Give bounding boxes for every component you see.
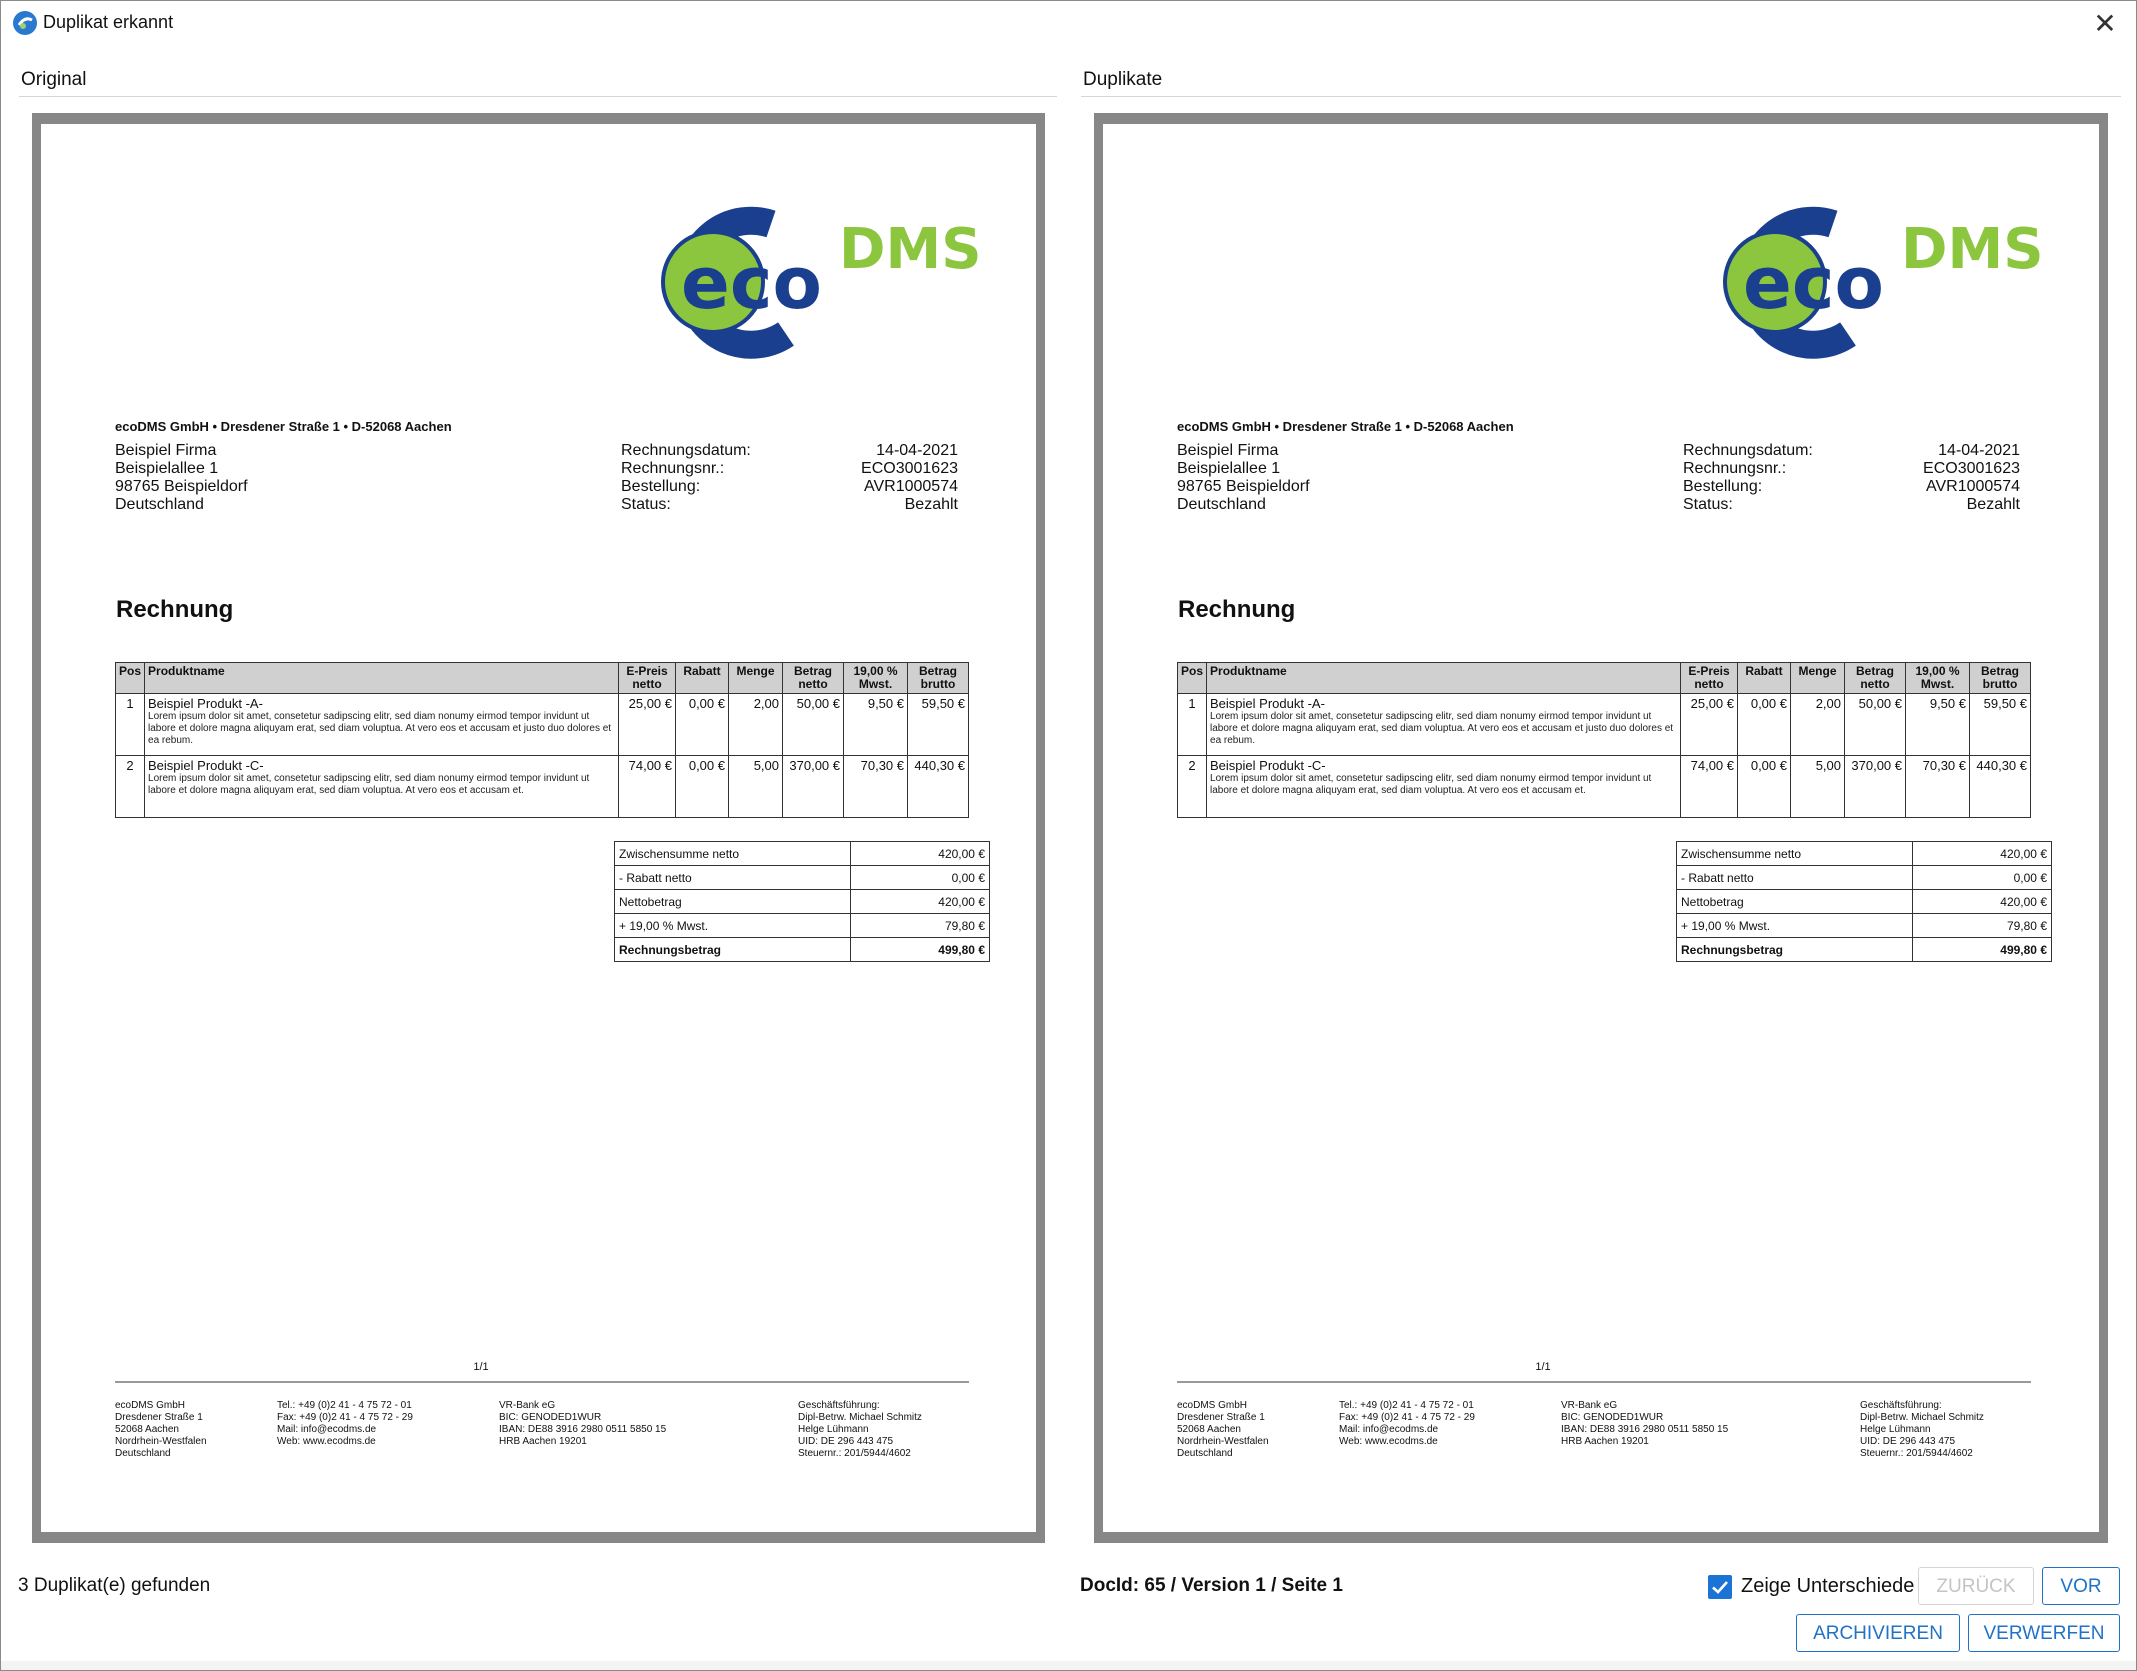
totals-value: 79,80 € xyxy=(1913,914,2052,938)
close-icon[interactable]: ✕ xyxy=(2093,8,2117,39)
logo-text-eco: eco xyxy=(681,241,822,325)
page-number: 1/1 xyxy=(473,1361,489,1373)
footer-company xyxy=(115,1400,207,1460)
totals-label: Rechnungsbetrag xyxy=(1677,938,1913,962)
column-header: Betrag netto xyxy=(1845,663,1906,694)
pos-cell: 1 xyxy=(1178,694,1207,756)
footer-management xyxy=(798,1400,922,1460)
product-description: Lorem ipsum dolor sit amet, consetetur sadipscing elitr, sed diam nonumy eirmod tempor invidunt ut labore et dolore magna aliquyam erat, sed diam voluptua. At vero eos et accusam et justo duo dolores et ea rebum. xyxy=(1210,711,1674,746)
original-pane-divider xyxy=(19,96,1057,97)
footer-line: Helge Lühmann xyxy=(1860,1424,1931,1435)
window-title: Duplikat erkannt xyxy=(43,12,174,32)
net-cell: 370,00 € xyxy=(783,756,844,818)
net-cell: 50,00 € xyxy=(1845,694,1906,756)
column-header: Pos xyxy=(1178,663,1207,694)
column-header: Menge xyxy=(1791,663,1845,694)
footer-line: ecoDMS GmbH xyxy=(115,1400,186,1411)
totals-table xyxy=(614,841,990,962)
meta-value: Bezahlt xyxy=(1966,496,2020,513)
quantity-cell: 2,00 xyxy=(1791,694,1845,756)
totals-label: Rechnungsbetrag xyxy=(615,938,851,962)
totals-label: + 19,00 % Mwst. xyxy=(1677,914,1913,938)
meta-row xyxy=(1683,442,2020,460)
checkmark-icon xyxy=(1708,1575,1732,1599)
totals-value: 420,00 € xyxy=(851,890,990,914)
totals-value: 0,00 € xyxy=(851,866,990,890)
footer-line: Steuernr.: 201/5944/4602 xyxy=(798,1448,911,1459)
line-items-table xyxy=(1177,662,2031,818)
totals-label: Zwischensumme netto xyxy=(615,842,851,866)
column-header: Produktname xyxy=(145,663,619,694)
totals-value: 499,80 € xyxy=(1913,938,2052,962)
duplicates-found-text: 3 Duplikat(e) gefunden xyxy=(18,1575,211,1596)
meta-value: ECO3001623 xyxy=(1923,460,2020,477)
footer-bank xyxy=(499,1400,666,1448)
recipient-line: 98765 Beispieldorf xyxy=(1177,478,1310,495)
pos-cell: 1 xyxy=(116,694,145,756)
footer-divider xyxy=(115,1381,969,1383)
duplicate-pane-divider xyxy=(1081,96,2121,97)
footer-management xyxy=(1860,1400,1984,1460)
meta-row xyxy=(621,442,958,460)
logo-text-dms: DMS xyxy=(839,217,982,282)
vat-cell: 70,30 € xyxy=(1906,756,1970,818)
meta-row xyxy=(1683,496,2020,514)
recipient-line: Beispiel Firma xyxy=(1177,442,1279,459)
totals-label: - Rabatt netto xyxy=(615,866,851,890)
totals-value: 499,80 € xyxy=(851,938,990,962)
show-differences-checkbox[interactable] xyxy=(1708,1575,1732,1599)
footer-line: Web: www.ecodms.de xyxy=(1339,1436,1438,1447)
sender-line: ecoDMS GmbH • Dresdener Straße 1 • D-52068 Aachen xyxy=(115,419,452,434)
meta-row xyxy=(621,496,958,514)
footer-line: Fax: +49 (0)2 41 - 4 75 72 - 29 xyxy=(277,1412,413,1423)
meta-label: Status: xyxy=(1683,496,1733,513)
recipient-address xyxy=(115,442,248,514)
quantity-cell: 5,00 xyxy=(729,756,783,818)
recipient-line: Beispielallee 1 xyxy=(115,460,219,477)
product-name: Beispiel Produkt -C- xyxy=(148,758,264,773)
footer-line: Fax: +49 (0)2 41 - 4 75 72 - 29 xyxy=(1339,1412,1475,1423)
totals-row xyxy=(1677,842,2052,866)
discount-cell: 0,00 € xyxy=(1738,756,1791,818)
window-bottom-edge xyxy=(1,1661,2136,1670)
vat-cell: 9,50 € xyxy=(844,694,908,756)
product-description: Lorem ipsum dolor sit amet, consetetur sadipscing elitr, sed diam nonumy eirmod tempor invidunt ut labore et dolore magna aliquyam erat, sed diam voluptua. At vero eos et accusam et. xyxy=(148,773,590,796)
quantity-cell: 2,00 xyxy=(729,694,783,756)
vat-cell: 9,50 € xyxy=(1906,694,1970,756)
column-header: Produktname xyxy=(1207,663,1681,694)
footer-line: Web: www.ecodms.de xyxy=(277,1436,376,1447)
meta-value: 14-04-2021 xyxy=(876,442,958,459)
table-row xyxy=(116,694,969,756)
totals-table xyxy=(1676,841,2052,962)
footer-contact xyxy=(1339,1400,1475,1448)
totals-row xyxy=(1677,914,2052,938)
table-row xyxy=(1178,694,2031,756)
back-button[interactable]: ZURÜCK xyxy=(1918,1567,2034,1605)
totals-value: 420,00 € xyxy=(851,842,990,866)
document-page xyxy=(41,124,1036,1532)
totals-label: Nettobetrag xyxy=(1677,890,1913,914)
column-header: Rabatt xyxy=(1738,663,1791,694)
meta-value: AVR1000574 xyxy=(864,478,958,495)
column-header: Rabatt xyxy=(676,663,729,694)
footer-line: HRB Aachen 19201 xyxy=(1561,1436,1649,1447)
footer-line: Helge Lühmann xyxy=(798,1424,869,1435)
footer-line: Tel.: +49 (0)2 41 - 4 75 72 - 01 xyxy=(1339,1400,1474,1411)
footer-contact xyxy=(277,1400,413,1448)
price-cell: 25,00 € xyxy=(1681,694,1738,756)
footer-line: Mail: info@ecodms.de xyxy=(277,1424,377,1435)
totals-row xyxy=(615,866,990,890)
discount-cell: 0,00 € xyxy=(676,694,729,756)
show-differences-label[interactable]: Zeige Unterschiede xyxy=(1741,1575,1915,1597)
discount-cell: 0,00 € xyxy=(676,756,729,818)
totals-label: Zwischensumme netto xyxy=(1677,842,1913,866)
totals-row xyxy=(615,842,990,866)
gross-cell: 440,30 € xyxy=(1970,756,2031,818)
invoice-meta xyxy=(1683,442,2020,514)
product-cell xyxy=(1207,694,1681,756)
meta-row xyxy=(1683,460,2020,478)
document-title: Rechnung xyxy=(1178,596,1296,623)
discard-button[interactable]: VERWERFEN xyxy=(1968,1614,2120,1652)
duplicate-document-viewer[interactable] xyxy=(1094,113,2108,1543)
footer-company xyxy=(1177,1400,1269,1460)
sender-line: ecoDMS GmbH • Dresdener Straße 1 • D-52068 Aachen xyxy=(1177,419,1514,434)
column-header: 19,00 % Mwst. xyxy=(1906,663,1970,694)
footer-line: Nordrhein-Westfalen xyxy=(1177,1436,1269,1447)
totals-row xyxy=(1677,890,2052,914)
gross-cell: 59,50 € xyxy=(1970,694,2031,756)
logo-text-dms: DMS xyxy=(1901,217,2044,282)
column-header: Pos xyxy=(116,663,145,694)
footer-line: BIC: GENODED1WUR xyxy=(1561,1412,1664,1423)
recipient-line: Beispiel Firma xyxy=(115,442,217,459)
totals-value: 420,00 € xyxy=(1913,842,2052,866)
column-header: Betrag netto xyxy=(783,663,844,694)
document-page xyxy=(1103,124,2099,1532)
recipient-line: 98765 Beispieldorf xyxy=(115,478,248,495)
price-cell: 74,00 € xyxy=(1681,756,1738,818)
net-cell: 370,00 € xyxy=(1845,756,1906,818)
totals-label: Nettobetrag xyxy=(615,890,851,914)
column-header: E-Preis netto xyxy=(1681,663,1738,694)
footer-line: ecoDMS GmbH xyxy=(1177,1400,1248,1411)
gross-cell: 440,30 € xyxy=(908,756,969,818)
original-document-viewer[interactable] xyxy=(32,113,1045,1543)
column-header: Menge xyxy=(729,663,783,694)
footer-line: HRB Aachen 19201 xyxy=(499,1436,587,1447)
line-items-table xyxy=(115,662,969,818)
column-header: Betrag brutto xyxy=(1970,663,2031,694)
recipient-address xyxy=(1177,442,1310,514)
product-cell xyxy=(1207,756,1681,818)
footer-line: Geschäftsführung: xyxy=(1860,1400,1942,1411)
meta-value: Bezahlt xyxy=(904,496,958,513)
product-cell xyxy=(145,756,619,818)
title-bar xyxy=(1,1,2136,47)
product-description: Lorem ipsum dolor sit amet, consetetur sadipscing elitr, sed diam nonumy eirmod tempor invidunt ut labore et dolore magna aliquyam erat, sed diam voluptua. At vero eos et accusam et. xyxy=(1210,773,1652,796)
ecodms-logo xyxy=(621,206,982,366)
totals-row-grand-total xyxy=(1677,938,2052,962)
totals-row xyxy=(615,890,990,914)
totals-label: - Rabatt netto xyxy=(1677,866,1913,890)
footer-line: Dipl-Betrw. Michael Schmitz xyxy=(1860,1412,1984,1423)
table-header-row xyxy=(116,663,969,694)
totals-value: 79,80 € xyxy=(851,914,990,938)
column-header: E-Preis netto xyxy=(619,663,676,694)
footer-line: Dipl-Betrw. Michael Schmitz xyxy=(798,1412,922,1423)
footer-line: UID: DE 296 443 475 xyxy=(798,1436,894,1447)
footer-line: VR-Bank eG xyxy=(499,1400,556,1411)
logo-text-eco: eco xyxy=(1743,241,1884,325)
ecodms-logo xyxy=(1683,206,2044,366)
net-cell: 50,00 € xyxy=(783,694,844,756)
document-title: Rechnung xyxy=(116,596,234,623)
recipient-line: Deutschland xyxy=(1177,496,1266,513)
footer-line: Nordrhein-Westfalen xyxy=(115,1436,207,1447)
page-number: 1/1 xyxy=(1535,1361,1551,1373)
discount-cell: 0,00 € xyxy=(1738,694,1791,756)
price-cell: 74,00 € xyxy=(619,756,676,818)
totals-row xyxy=(1677,866,2052,890)
archive-button[interactable]: ARCHIVIEREN xyxy=(1796,1614,1960,1652)
price-cell: 25,00 € xyxy=(619,694,676,756)
pos-cell: 2 xyxy=(1178,756,1207,818)
meta-value: AVR1000574 xyxy=(1926,478,2020,495)
table-header-row xyxy=(1178,663,2031,694)
footer-line: IBAN: DE88 3916 2980 0511 5850 15 xyxy=(1561,1424,1729,1435)
footer-bank xyxy=(1561,1400,1728,1448)
footer-line: 52068 Aachen xyxy=(1177,1424,1241,1435)
recipient-line: Beispielallee 1 xyxy=(1177,460,1281,477)
totals-row-grand-total xyxy=(615,938,990,962)
footer-line: Geschäftsführung: xyxy=(798,1400,880,1411)
meta-label: Status: xyxy=(621,496,671,513)
totals-value: 420,00 € xyxy=(1913,890,2052,914)
meta-label: Bestellung: xyxy=(1683,478,1763,495)
footer-line: Deutschland xyxy=(1177,1448,1233,1459)
totals-value: 0,00 € xyxy=(1913,866,2052,890)
table-row xyxy=(1178,756,2031,818)
footer-line: 52068 Aachen xyxy=(115,1424,179,1435)
totals-row xyxy=(615,914,990,938)
footer-line: VR-Bank eG xyxy=(1561,1400,1618,1411)
product-cell xyxy=(145,694,619,756)
meta-label: Bestellung: xyxy=(621,478,701,495)
product-description: Lorem ipsum dolor sit amet, consetetur sadipscing elitr, sed diam nonumy eirmod tempor invidunt ut labore et dolore magna aliquyam erat, sed diam voluptua. At vero eos et accusam et justo duo dolores et ea rebum. xyxy=(148,711,612,746)
table-row xyxy=(116,756,969,818)
next-button[interactable]: VOR xyxy=(2042,1567,2120,1605)
vat-cell: 70,30 € xyxy=(844,756,908,818)
meta-value: 14-04-2021 xyxy=(1938,442,2020,459)
meta-row xyxy=(1683,478,2020,496)
pos-cell: 2 xyxy=(116,756,145,818)
recipient-line: Deutschland xyxy=(115,496,204,513)
totals-label: + 19,00 % Mwst. xyxy=(615,914,851,938)
invoice-meta xyxy=(621,442,958,514)
meta-label: Rechnungsnr.: xyxy=(621,460,725,477)
product-name: Beispiel Produkt -A- xyxy=(148,696,263,711)
footer-line: Dresdener Straße 1 xyxy=(115,1412,203,1423)
meta-value: ECO3001623 xyxy=(861,460,958,477)
footer-line: IBAN: DE88 3916 2980 0511 5850 15 xyxy=(499,1424,667,1435)
footer-line: Dresdener Straße 1 xyxy=(1177,1412,1265,1423)
meta-label: Rechnungsdatum: xyxy=(1683,442,1813,459)
footer-line: Steuernr.: 201/5944/4602 xyxy=(1860,1448,1973,1459)
quantity-cell: 5,00 xyxy=(1791,756,1845,818)
duplicate-pane-label: Duplikate xyxy=(1083,69,1163,90)
column-header: 19,00 % Mwst. xyxy=(844,663,908,694)
footer-divider xyxy=(1177,1381,2031,1383)
footer-line: Tel.: +49 (0)2 41 - 4 75 72 - 01 xyxy=(277,1400,412,1411)
product-name: Beispiel Produkt -A- xyxy=(1210,696,1325,711)
product-name: Beispiel Produkt -C- xyxy=(1210,758,1326,773)
meta-row xyxy=(621,460,958,478)
document-info-text: DocId: 65 / Version 1 / Seite 1 xyxy=(1080,1575,1343,1596)
column-header: Betrag brutto xyxy=(908,663,969,694)
original-pane-label: Original xyxy=(21,69,87,90)
app-logo-icon xyxy=(12,10,38,36)
footer-line: Deutschland xyxy=(115,1448,171,1459)
footer-line: BIC: GENODED1WUR xyxy=(499,1412,602,1423)
meta-label: Rechnungsnr.: xyxy=(1683,460,1787,477)
footer-line: Mail: info@ecodms.de xyxy=(1339,1424,1439,1435)
meta-row xyxy=(621,478,958,496)
gross-cell: 59,50 € xyxy=(908,694,969,756)
footer-line: UID: DE 296 443 475 xyxy=(1860,1436,1956,1447)
meta-label: Rechnungsdatum: xyxy=(621,442,751,459)
